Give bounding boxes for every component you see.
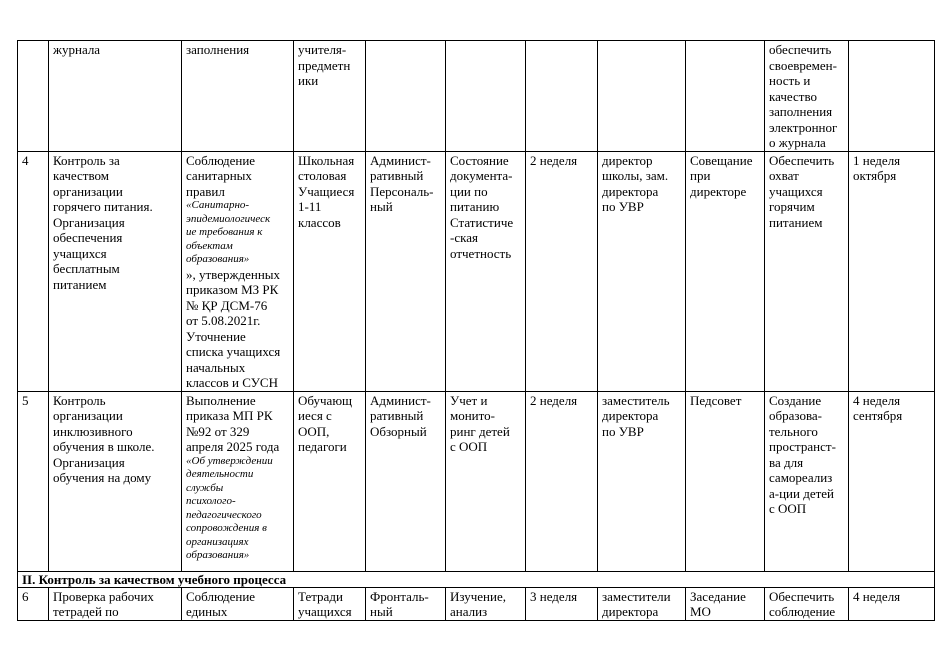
cell-text-line: своевремен- — [769, 57, 837, 73]
cell-text-line: апреля 2025 года — [186, 439, 280, 454]
responsible-cell — [598, 391, 686, 571]
cell-text-line: учителя- — [298, 42, 347, 57]
basis-cell — [182, 151, 294, 391]
cell-text-line: школы, зам. — [602, 168, 669, 183]
cell-text-line: Обеспечить — [769, 152, 835, 168]
cell-text-line: Персональ- — [370, 183, 434, 199]
cell-text-line: бесплатным — [53, 261, 120, 276]
cell-text-line: питанию — [450, 199, 500, 214]
method-cell — [446, 587, 526, 620]
cell-text-line: службы — [186, 481, 224, 494]
cell-text-line: отчетность — [450, 245, 512, 261]
control-type-cell — [366, 391, 446, 571]
cell-text-line: 2 неделя — [530, 152, 578, 168]
cell-text-line: директоре — [690, 183, 747, 199]
control-type-cell — [366, 41, 446, 152]
cell-text-line: директора — [602, 183, 659, 199]
cell-text-line: директора — [602, 408, 659, 423]
cell-text-line: начальных — [186, 359, 246, 375]
cell-text-line: анализ — [450, 604, 488, 619]
cell-text-line: ный — [370, 199, 393, 214]
cell-text-line: 1-11 — [298, 199, 322, 214]
cell-text-line: документа- — [450, 168, 513, 183]
cell-text-line: обучения на дому — [53, 470, 152, 485]
cell-text-line: правил — [186, 183, 225, 199]
cell-text-line: организации — [53, 183, 123, 199]
cell-text-line: с ООП — [769, 501, 807, 516]
cell-text-line: столовая — [298, 168, 347, 183]
cell-text-line: заполнения — [769, 104, 833, 119]
cell-text-line: образова- — [769, 408, 823, 423]
table-row — [18, 391, 935, 571]
cell-text-line: Обзорный — [370, 423, 427, 439]
cell-text-line: 2 неделя — [530, 392, 578, 408]
cell-text-line: Тетради — [298, 588, 343, 604]
control-type-cell — [366, 151, 446, 391]
method-cell — [446, 391, 526, 571]
cell-text-line: Соблюдение — [186, 152, 256, 168]
cell-text-line: качество — [769, 88, 818, 104]
cell-text-line: тельного — [769, 423, 818, 439]
cell-text-line: ративный — [370, 408, 424, 423]
cell-text-line: самореализ — [769, 470, 833, 485]
cell-text-line: охват — [769, 168, 799, 183]
cell-text-line: питанием — [53, 276, 107, 292]
cell-text-line: ие требования к — [186, 226, 263, 238]
cell-text-line: Контроль за — [53, 152, 120, 168]
result-cell — [765, 151, 849, 391]
section-header-row — [18, 571, 935, 587]
cell-text-line: питанием — [769, 214, 823, 230]
cell-text-line: -ская — [450, 230, 478, 245]
number-cell — [18, 391, 49, 571]
cell-text-line: ики — [298, 73, 319, 88]
responsible-cell — [598, 41, 686, 152]
cell-text-line: заместитель — [602, 392, 670, 408]
number-cell — [18, 41, 49, 152]
cell-text-line: обеспечить — [769, 42, 832, 57]
cell-text-line: 4 неделя — [853, 588, 901, 604]
timing-cell — [526, 587, 598, 620]
cell-text-line: приказа МП РК — [186, 408, 273, 423]
cell-text-line: предметн — [298, 57, 351, 73]
cell-text-line: обеспечения — [53, 230, 123, 245]
cell-text-line: Учащиеся — [298, 183, 355, 199]
control-subject-cell — [49, 151, 182, 391]
review-venue-cell — [686, 587, 765, 620]
table-row — [18, 587, 935, 620]
cell-text-line: 6 — [22, 588, 29, 604]
basis-cell — [182, 391, 294, 571]
control-type-cell — [366, 587, 446, 620]
cell-text-line: ный — [370, 604, 393, 619]
cell-text-line: иеся с — [298, 408, 332, 423]
result-cell — [765, 391, 849, 571]
cell-text-line: учащихся — [53, 245, 107, 261]
section-title: II. Контроль за качеством учебного процесса — [18, 571, 935, 587]
cell-text-line: электронног — [769, 119, 838, 135]
cell-text-line: тетрадей по — [53, 604, 119, 619]
result-cell — [765, 41, 849, 152]
control-subject-cell — [49, 41, 182, 152]
cell-text-line: инклюзивного — [53, 423, 133, 439]
cell-text-line: эпидемиологическ — [186, 212, 271, 225]
cell-text-line: 4 неделя — [853, 392, 901, 408]
cell-text-line: Фронталь- — [370, 588, 429, 604]
cell-text-line: по УВР — [602, 423, 644, 439]
cell-text-line: директора — [602, 604, 659, 619]
timing-cell — [526, 151, 598, 391]
basis-cell — [182, 41, 294, 152]
deadline-cell — [849, 391, 935, 571]
cell-text-line: Педсовет — [690, 392, 742, 408]
cell-text-line: », утвержденных — [186, 266, 281, 282]
deadline-cell — [849, 587, 935, 620]
cell-text-line: Соблюдение — [186, 588, 256, 604]
cell-text-line: Состояние — [450, 152, 509, 168]
cell-text-line: списка учащихся — [186, 344, 281, 359]
cell-text-line: МО — [690, 604, 711, 619]
method-cell — [446, 41, 526, 152]
cell-text-line: заместители — [602, 588, 671, 604]
cell-text-line: монито- — [450, 408, 495, 423]
review-venue-cell — [686, 391, 765, 571]
review-venue-cell — [686, 41, 765, 152]
timing-cell — [526, 41, 598, 152]
cell-text-line: Статистиче — [450, 214, 514, 230]
cell-text-line: Школьная — [298, 152, 355, 168]
control-plan-table — [17, 40, 935, 621]
cell-text-line: «Санитарно- — [186, 199, 250, 211]
cell-text-line: 4 — [22, 152, 29, 168]
cell-text-line: Обеспечить — [769, 588, 835, 604]
cell-text-line: Контроль — [53, 392, 106, 408]
deadline-cell — [849, 151, 935, 391]
cell-text-line: по УВР — [602, 199, 644, 214]
cell-text-line: обучения в школе. — [53, 439, 155, 454]
cell-text-line: 3 неделя — [530, 588, 578, 604]
cell-text-line: при — [690, 168, 711, 183]
basis-cell — [182, 587, 294, 620]
cell-text-line: 5 — [22, 392, 29, 408]
cell-text-line: классов и СУСН — [186, 375, 278, 390]
cell-text-line: организации — [53, 408, 123, 423]
cell-text-line: санитарных — [186, 168, 252, 183]
cell-text-line: сопровождения в — [186, 522, 267, 534]
cell-text-line: Создание — [769, 392, 822, 408]
cell-text-line: №92 от 329 — [186, 423, 250, 439]
cell-text-line: заполнения — [186, 42, 250, 57]
cell-text-line: приказом МЗ РК — [186, 282, 279, 297]
review-venue-cell — [686, 151, 765, 391]
responsible-cell — [598, 151, 686, 391]
cell-text-line: Обучающ — [298, 392, 353, 408]
cell-text-line: № ҚР ДСМ-76 — [186, 297, 268, 313]
control-subject-cell — [49, 391, 182, 571]
cell-text-line: ративный — [370, 168, 424, 183]
cell-text-line: Организация — [53, 214, 125, 230]
cell-text-line: 1 неделя — [853, 152, 901, 168]
object-cell — [294, 41, 366, 152]
cell-text-line: соблюдение — [769, 604, 836, 619]
cell-text-line: Админист- — [370, 152, 431, 168]
cell-text-line: единых — [186, 604, 228, 619]
cell-text-line: образования» — [186, 549, 250, 561]
timing-cell — [526, 391, 598, 571]
cell-text-line: октября — [853, 168, 897, 183]
table-row — [18, 41, 935, 152]
cell-text-line: Учет и — [450, 392, 488, 408]
cell-text-line: Проверка рабочих — [53, 588, 154, 604]
cell-text-line: ции по — [450, 183, 488, 199]
method-cell — [446, 151, 526, 391]
document-page — [17, 40, 935, 621]
responsible-cell — [598, 587, 686, 620]
cell-text-line: от 5.08.2021г. — [186, 313, 261, 328]
cell-text-line: психолого- — [186, 495, 236, 507]
cell-text-line: ность и — [769, 73, 811, 88]
cell-text-line: классов — [298, 214, 341, 230]
cell-text-line: ООП, — [298, 423, 330, 439]
cell-text-line: сентября — [853, 408, 903, 423]
cell-text-line: ринг детей — [450, 423, 510, 439]
cell-text-line: «Об утверждении — [186, 454, 273, 467]
number-cell — [18, 151, 49, 391]
cell-text-line: Выполнение — [186, 392, 256, 408]
object-cell — [294, 391, 366, 571]
cell-text-line: Админист- — [370, 392, 431, 408]
cell-text-line: пространст- — [769, 439, 836, 454]
cell-text-line: Изучение, — [450, 588, 506, 604]
cell-text-line: Совещание — [690, 152, 753, 168]
cell-text-line: качеством — [53, 168, 109, 183]
object-cell — [294, 587, 366, 620]
control-subject-cell — [49, 587, 182, 620]
table-row — [18, 151, 935, 391]
cell-text-line: с ООП — [450, 439, 488, 454]
cell-text-line: педагогического — [186, 508, 262, 521]
cell-text-line: а-ции детей — [769, 485, 835, 501]
cell-text-line: учащихся — [769, 183, 823, 199]
cell-text-line: педагоги — [298, 439, 347, 454]
cell-text-line: ва для — [769, 454, 804, 470]
number-cell — [18, 587, 49, 620]
cell-text-line: горячим — [769, 199, 815, 214]
cell-text-line: Организация — [53, 454, 125, 470]
cell-text-line: деятельности — [186, 468, 254, 480]
cell-text-line: журнала — [53, 42, 101, 57]
cell-text-line: учащихся — [298, 604, 352, 619]
object-cell — [294, 151, 366, 391]
cell-text-line: о журнала — [769, 135, 826, 150]
deadline-cell — [849, 41, 935, 152]
cell-text-line: объектам — [186, 239, 233, 252]
cell-text-line: директор — [602, 152, 653, 168]
cell-text-line: организациях — [186, 535, 249, 548]
cell-text-line: образования» — [186, 253, 250, 265]
result-cell — [765, 587, 849, 620]
cell-text-line: Уточнение — [186, 328, 246, 344]
cell-text-line: Заседание — [690, 588, 746, 604]
cell-text-line: горячего питания. — [53, 199, 153, 214]
